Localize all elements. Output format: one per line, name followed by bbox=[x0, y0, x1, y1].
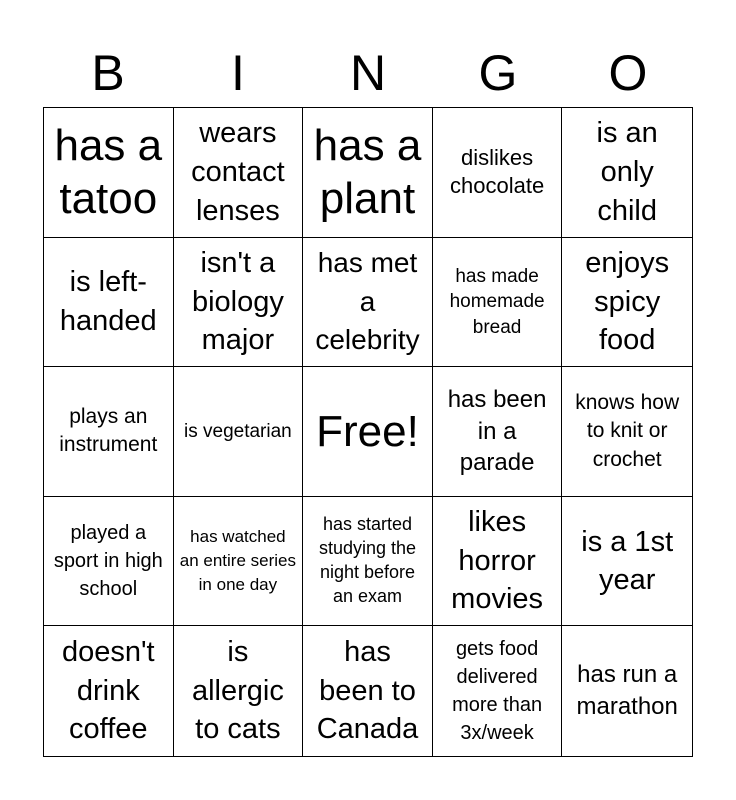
cell-text: has made homemade bread bbox=[449, 265, 545, 338]
bingo-cell[interactable] bbox=[433, 626, 563, 756]
cell-text: played a sport in high school bbox=[53, 522, 163, 601]
bingo-cell[interactable] bbox=[562, 108, 692, 238]
bingo-cell[interactable] bbox=[433, 367, 563, 497]
cell-text: is left-handed bbox=[59, 266, 157, 337]
header-letter-o: O bbox=[608, 45, 648, 101]
cell-text: dislikes chocolate bbox=[450, 144, 545, 199]
bingo-header bbox=[43, 40, 693, 106]
bingo-cell[interactable] bbox=[562, 626, 692, 756]
bingo-cell[interactable] bbox=[174, 367, 304, 497]
cell-text: has been to Canada bbox=[316, 636, 419, 746]
bingo-cell[interactable] bbox=[44, 238, 174, 368]
cell-text: has run a marathon bbox=[576, 661, 678, 721]
bingo-cell[interactable] bbox=[44, 497, 174, 627]
bingo-cell[interactable] bbox=[44, 367, 174, 497]
header-letter-g: G bbox=[478, 45, 518, 101]
bingo-cell[interactable] bbox=[44, 108, 174, 238]
cell-text: gets food delivered more than 3x/week bbox=[452, 638, 543, 745]
bingo-cell[interactable] bbox=[174, 497, 304, 627]
cell-text: is vegetarian bbox=[184, 420, 292, 442]
cell-text: has watched an entire series in one day bbox=[179, 527, 296, 594]
cell-text: has started studying the night before an exam bbox=[318, 514, 417, 607]
cell-text: is a 1st year bbox=[581, 525, 674, 597]
cell-text: isn't a biology major bbox=[191, 247, 284, 357]
bingo-cell[interactable] bbox=[174, 626, 304, 756]
bingo-cell[interactable] bbox=[303, 367, 433, 497]
bingo-cell[interactable] bbox=[174, 108, 304, 238]
bingo-cell[interactable] bbox=[303, 238, 433, 368]
bingo-cell[interactable] bbox=[174, 238, 304, 368]
header-letter-i: I bbox=[231, 45, 245, 101]
cell-text: doesn't drink coffee bbox=[61, 636, 155, 746]
bingo-cell[interactable] bbox=[303, 626, 433, 756]
cell-text: has been in a parade bbox=[447, 385, 547, 477]
cell-text: likes horror movies bbox=[451, 506, 544, 616]
cell-text: wears contact lenses bbox=[191, 117, 285, 227]
bingo-cell[interactable] bbox=[44, 626, 174, 756]
bingo-cell[interactable] bbox=[433, 238, 563, 368]
header-letter-n: N bbox=[349, 45, 387, 101]
bingo-cell[interactable] bbox=[562, 238, 692, 368]
bingo-card-grid bbox=[43, 107, 693, 757]
bingo-cell[interactable] bbox=[562, 497, 692, 627]
header-letter-b: B bbox=[91, 45, 125, 101]
cell-text: has a tatoo bbox=[54, 120, 163, 224]
bingo-cell[interactable] bbox=[562, 367, 692, 497]
bingo-cell[interactable] bbox=[303, 108, 433, 238]
cell-text: knows how to knit or crochet bbox=[575, 390, 680, 471]
cell-text: plays an instrument bbox=[59, 404, 158, 457]
bingo-cell[interactable] bbox=[303, 497, 433, 627]
cell-text: enjoys spicy food bbox=[585, 247, 670, 357]
cell-text: has a plant bbox=[313, 120, 422, 224]
cell-text: is an only child bbox=[596, 117, 658, 227]
free-space: Free! bbox=[316, 406, 419, 456]
bingo-cell[interactable] bbox=[433, 108, 563, 238]
cell-text: is allergic to cats bbox=[191, 636, 284, 746]
bingo-cell[interactable] bbox=[433, 497, 563, 627]
cell-text: has met a celebrity bbox=[315, 246, 420, 356]
